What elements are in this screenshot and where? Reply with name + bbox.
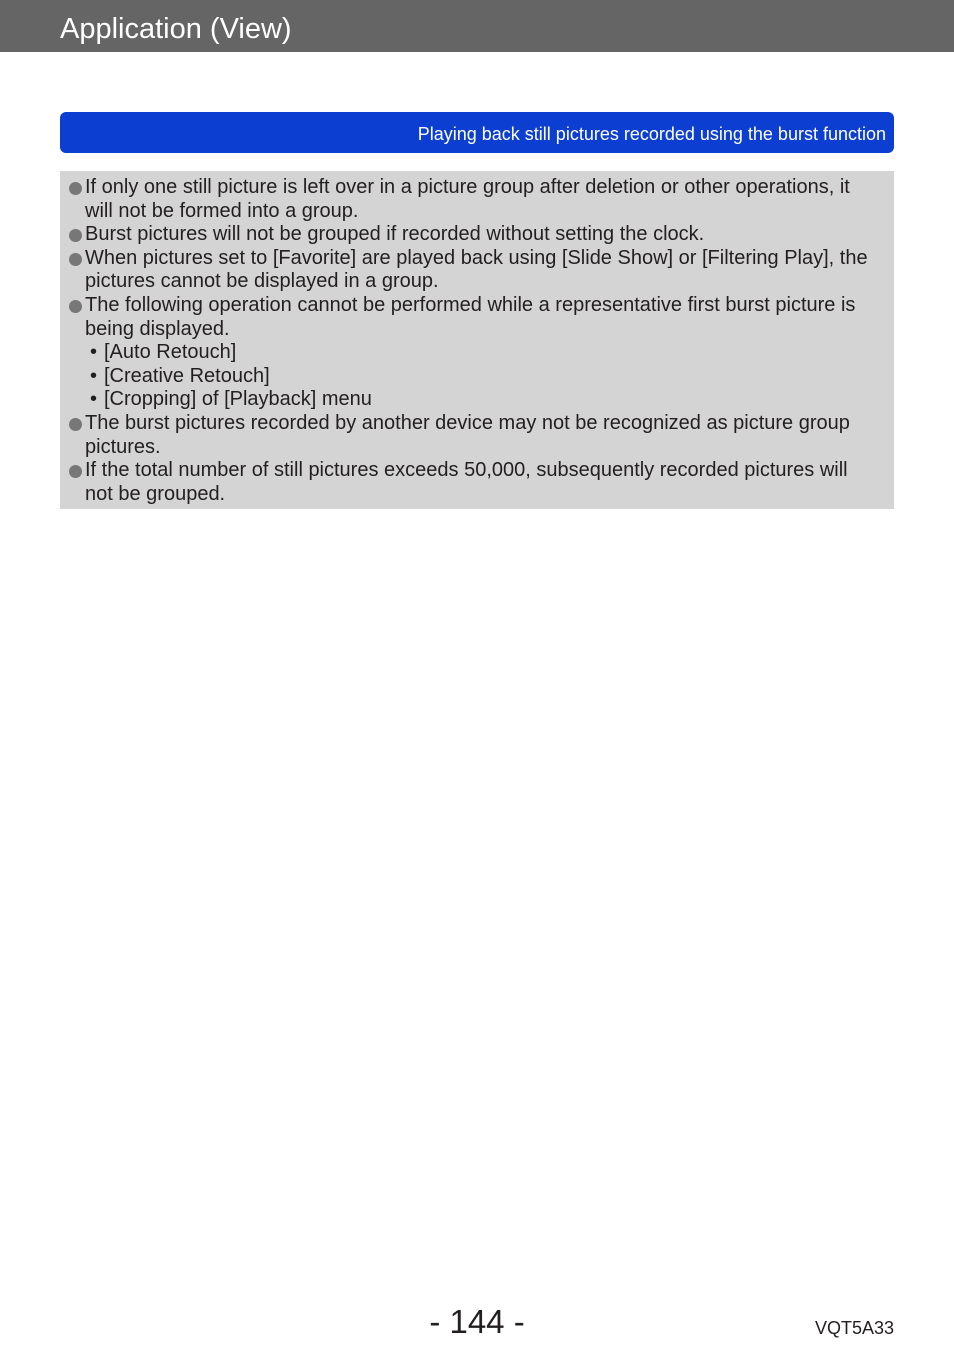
sub-bullet: • (90, 364, 98, 387)
note-text: If only one still picture is left over in a picture group after deletion or other operations, it will not be formed into a group. (85, 176, 850, 222)
note-text: The burst pictures recorded by another device may not be recognized as picture group pictures. (85, 411, 850, 458)
bullet-dot-icon (69, 182, 82, 195)
notes-list (60, 171, 894, 506)
note-text: The following operation cannot be performed while a representative first burst picture is being displayed. (85, 293, 856, 340)
sub-list-item (60, 341, 894, 365)
note-item (60, 223, 894, 247)
sub-list-item (60, 388, 894, 412)
note-item (60, 412, 894, 459)
bullet-dot-icon (69, 465, 82, 478)
page-title: Application (View) (60, 13, 292, 45)
note-item (60, 247, 894, 294)
sub-item-text: [Auto Retouch] (104, 341, 237, 364)
note-text: If the total number of still pictures exceeds 50,000, subsequently recorded pictures will not be grouped. (85, 459, 848, 505)
note-item (60, 459, 894, 506)
sub-item-text: [Creative Retouch] (104, 364, 270, 387)
page-header (0, 0, 954, 52)
sub-list-item (60, 365, 894, 389)
bullet-dot-icon (69, 253, 82, 266)
sub-item-text: [Cropping] of [Playback] menu (104, 388, 372, 411)
bullet-dot-icon (69, 229, 82, 242)
sub-bullet: • (90, 341, 98, 364)
note-item (60, 176, 894, 223)
sub-bullet: • (90, 388, 98, 411)
notes-box (60, 171, 894, 509)
note-text: Burst pictures will not be grouped if recorded without setting the clock. (85, 223, 705, 246)
document-code: VQT5A33 (814, 1318, 894, 1338)
note-text: When pictures set to [Favorite] are played back using [Slide Show] or [Filtering Play], the pictures cannot be displayed in a group. (85, 246, 868, 293)
page-number: - 144 - (429, 1303, 525, 1340)
bullet-dot-icon (69, 418, 82, 431)
section-tab-label: Playing back still pictures recorded using the burst function (417, 124, 886, 144)
note-item (60, 294, 894, 341)
bullet-dot-icon (69, 300, 82, 313)
section-tab (60, 112, 894, 153)
